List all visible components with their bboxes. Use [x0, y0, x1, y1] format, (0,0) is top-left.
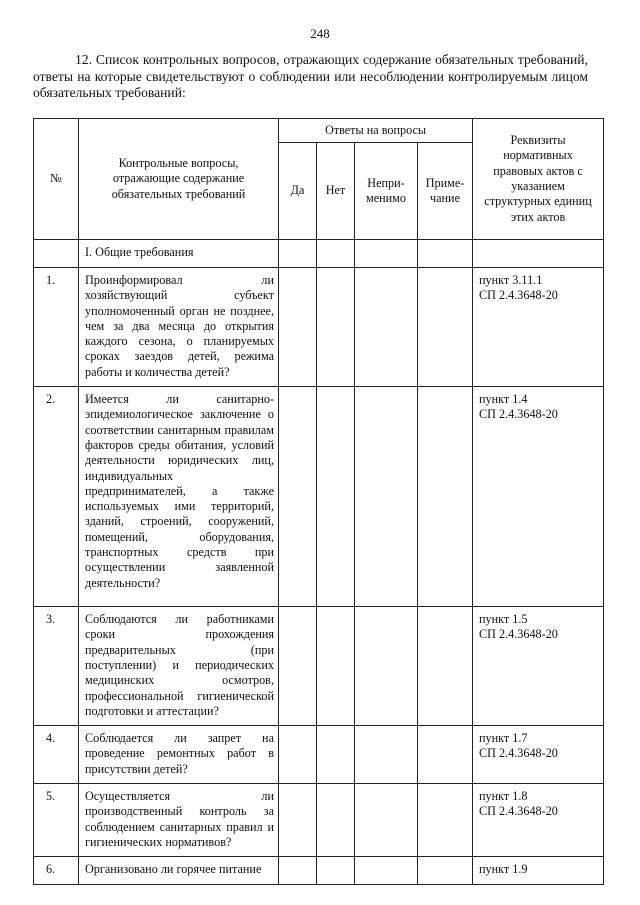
- row-question: Организовано ли горячее питание: [79, 857, 279, 884]
- answer-not-applicable-cell[interactable]: [355, 387, 418, 607]
- answer-no-cell[interactable]: [317, 857, 355, 884]
- answer-not-applicable-cell[interactable]: [355, 726, 418, 784]
- row-question: Проинформировал ли хозяйствующий субъект уполномоченный орган не позднее, чем за два месяца до открытия каждого сезона, о планируемых сроках заездов детей, режима работы и количества детей?: [79, 268, 279, 387]
- header-yes: Да: [279, 143, 317, 240]
- header-requisites: Реквизиты нормативных правовых актов с указанием структурных единиц этих актов: [473, 119, 604, 240]
- row-requisites: [473, 607, 604, 726]
- answer-note-cell[interactable]: [418, 784, 473, 857]
- answer-note-cell[interactable]: [418, 607, 473, 726]
- answer-no-cell[interactable]: [317, 268, 355, 387]
- header-no: №: [34, 119, 79, 240]
- ref-act: СП 2.4.3648-20: [479, 627, 558, 642]
- row-number: 1.: [34, 268, 79, 387]
- table-row: [34, 857, 604, 884]
- row-question: Имеется ли санитарно-эпидемиологическое заключение о соответствии санитарным правилам факторов среды обитания, условий деятельности юридических лиц, индивидуальных предпринимателей, а также используемых ими территорий, зданий, строений, сооружений, помещений, оборудования, транспортных средств при осуществлении заявленной деятельности?: [79, 387, 279, 607]
- row-requisites: [473, 268, 604, 387]
- answer-note-cell[interactable]: [418, 268, 473, 387]
- intro-paragraph: [33, 52, 588, 102]
- answer-yes-cell[interactable]: [279, 726, 317, 784]
- answer-not-applicable-cell[interactable]: [355, 268, 418, 387]
- answer-note-cell[interactable]: [418, 387, 473, 607]
- ref-point: пункт 1.4: [479, 392, 528, 407]
- ref-point: пункт 1.8: [479, 789, 528, 804]
- answer-note-cell[interactable]: [418, 726, 473, 784]
- row-question: Соблюдаются ли работниками сроки прохождения предварительных (при поступлении) и периодических медицинских осмотров, профессиональной гигиенической подготовки и аттестации?: [79, 607, 279, 726]
- header-row-top: [34, 119, 604, 143]
- answer-not-applicable-cell[interactable]: [355, 784, 418, 857]
- table-row: [34, 784, 604, 857]
- header-question: Контрольные вопросы, отражающие содержание обязательных требований: [79, 119, 279, 240]
- header-answers-group: Ответы на вопросы: [279, 119, 473, 143]
- ref-point: пункт 1.9: [479, 862, 528, 877]
- answer-yes-cell[interactable]: [279, 268, 317, 387]
- row-number: 5.: [34, 784, 79, 857]
- row-question: Соблюдается ли запрет на проведение ремонтных работ в присутствии детей?: [79, 726, 279, 784]
- page-number: 248: [310, 26, 330, 41]
- table-row: [34, 726, 604, 784]
- ref-act: СП 2.4.3648-20: [479, 804, 558, 819]
- header-no-answer: Нет: [317, 143, 355, 240]
- answer-no-cell[interactable]: [317, 784, 355, 857]
- row-requisites: [473, 784, 604, 857]
- answer-yes-cell[interactable]: [279, 387, 317, 607]
- row-requisites: [473, 857, 604, 884]
- row-number: 6.: [34, 857, 79, 884]
- section-title: I. Общие требования: [79, 240, 279, 268]
- answer-yes-cell[interactable]: [279, 607, 317, 726]
- answer-no-cell[interactable]: [317, 726, 355, 784]
- answer-yes-cell[interactable]: [279, 784, 317, 857]
- ref-point: пункт 1.5: [479, 612, 528, 627]
- table-row: [34, 268, 604, 387]
- answer-note-cell[interactable]: [418, 857, 473, 884]
- answer-no-cell[interactable]: [317, 607, 355, 726]
- row-requisites: [473, 726, 604, 784]
- table-row: [34, 607, 604, 726]
- intro-text: 12. Список контрольных вопросов, отражающих содержание обязательных требований, ответы на которые свидетельствуют о соблюдении или несоблюдении контролируемым лицом обязательных требований:: [33, 52, 588, 100]
- answer-not-applicable-cell[interactable]: [355, 607, 418, 726]
- answer-no-cell[interactable]: [317, 387, 355, 607]
- header-not-applicable: Непри-менимо: [355, 143, 418, 240]
- row-number: 3.: [34, 607, 79, 726]
- header-note: Приме-чание: [418, 143, 473, 240]
- ref-act: СП 2.4.3648-20: [479, 746, 558, 761]
- answer-yes-cell[interactable]: [279, 857, 317, 884]
- checklist-table: [33, 118, 604, 885]
- section-row: [34, 240, 604, 268]
- ref-point: пункт 3.11.1: [479, 273, 543, 287]
- table-row: [34, 387, 604, 607]
- row-requisites: [473, 387, 604, 607]
- ref-act: СП 2.4.3648-20: [479, 407, 558, 422]
- row-question: Осуществляется ли производственный контроль за соблюдением санитарных правил и гигиенических нормативов?: [79, 784, 279, 857]
- answer-not-applicable-cell[interactable]: [355, 857, 418, 884]
- row-number: 4.: [34, 726, 79, 784]
- ref-act: СП 2.4.3648-20: [479, 288, 558, 303]
- ref-point: пункт 1.7: [479, 731, 528, 746]
- row-number: 2.: [34, 387, 79, 607]
